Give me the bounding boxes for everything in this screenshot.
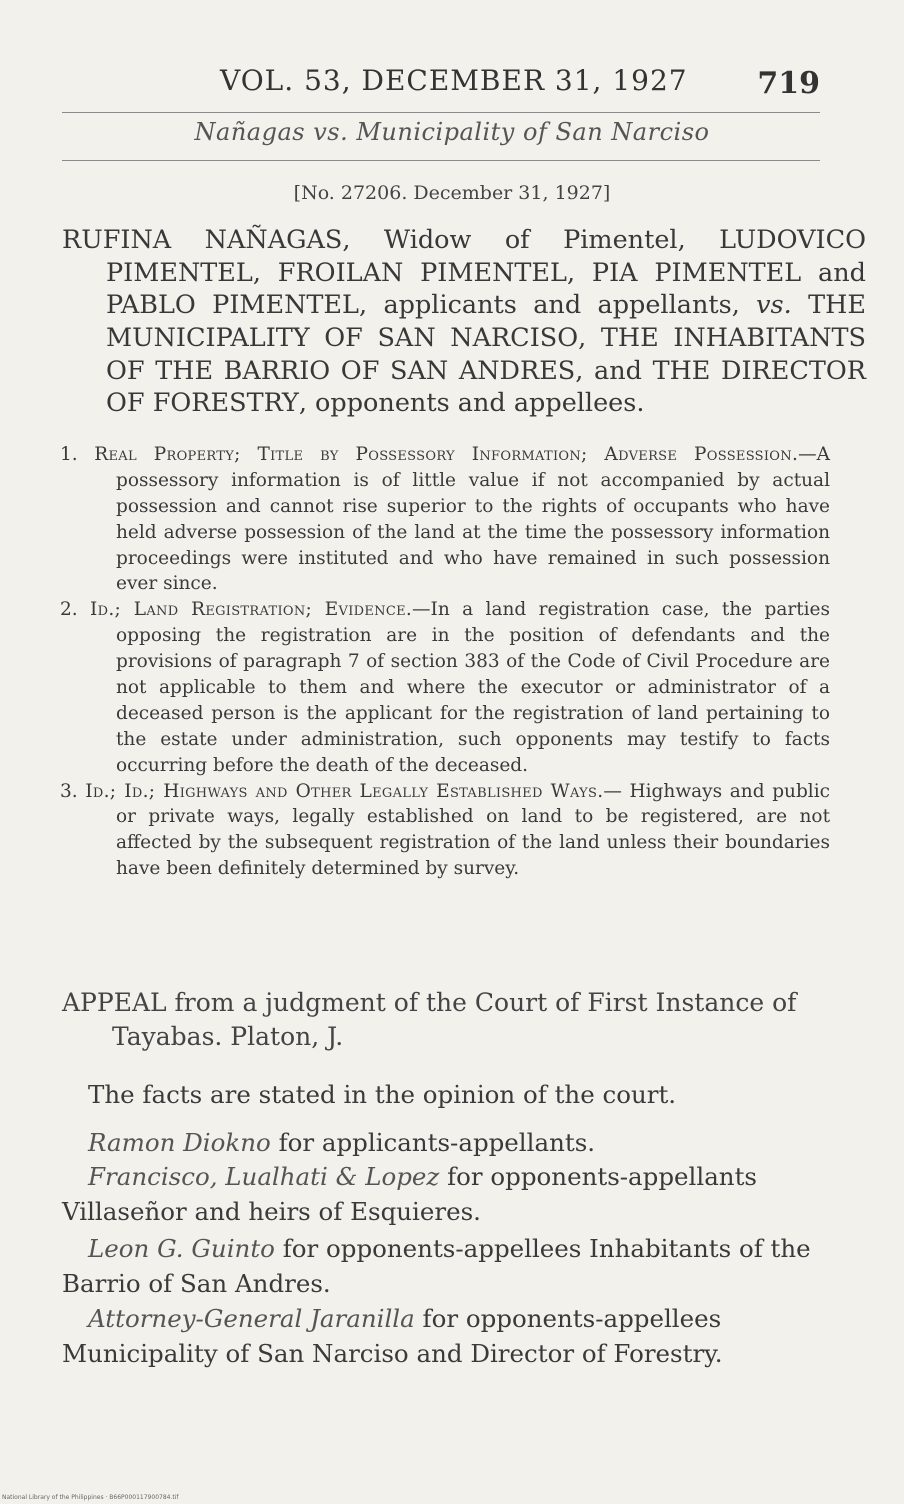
counsel-role: for opponents-appellants Villaseñor and heirs of Esquieres.	[62, 1162, 758, 1226]
counsel-name: Ramon Diokno	[88, 1128, 271, 1157]
scan-footer: National Library of the Philippines · B66P000117900784.tif	[2, 1494, 179, 1501]
header-rule-bottom	[62, 160, 820, 161]
syllabus-text: —In a land registration case, the parties opposing the registration are in the position of defendants and the provisions of paragraph 7 of section 383 of the Code of Civil Procedure are not applicable to them and where the executor or administrator of a deceased person is the applicant for the registration of land pertaining to the estate under administration, such opponents may testify to facts occurring before the death of the deceased.	[116, 599, 830, 776]
syllabus-number: 1.	[60, 444, 95, 465]
counsel-role: for applicants-appellants.	[270, 1128, 596, 1157]
syllabus-text: — Highways and public or private ways, legally established on land to be registered, are not affected by the subsequent registration of the land unless their boundaries have been definitely determined by survey.	[116, 780, 830, 880]
party-name: RUFINA NAÑAGAS	[62, 225, 343, 255]
syllabus-heading: Id.; Land Registration; Evidence.	[90, 599, 413, 621]
counsel-entry	[62, 1160, 828, 1230]
syllabus-heading: Id.; Id.; Highways and Other Legally Established Ways.	[85, 780, 604, 802]
syllabus-item	[60, 597, 830, 778]
party-text: , and	[575, 355, 653, 386]
party-text: ,	[578, 322, 601, 353]
syllabus-number: 3.	[60, 780, 86, 802]
syllabus-heading: Real Property; Title by Possessory Information; Adverse Possession.	[94, 444, 799, 465]
syllabus-text: —A possessory information is of little value if not accompanied by actual possession and cannot rise superior to the rights of occupants who have held adverse possession of the land at the time the possessory information proceedings were instituted and who have remained in such possession ever since.	[116, 444, 830, 595]
syllabus	[60, 442, 830, 882]
counsel-entry	[62, 1302, 828, 1372]
party-text: vs.	[756, 290, 792, 321]
counsel-role: for opponents-appellees Inhabitants of the Barrio of San Andres.	[62, 1234, 811, 1298]
appeal-line: APPEAL from a judgment of the Court of First Instance of Tayabas. Platon, J.	[62, 988, 797, 1051]
party-text	[792, 290, 808, 320]
party-text: and	[801, 257, 866, 288]
counsel-entry	[62, 1126, 828, 1161]
party-text: , opponents and appellees.	[298, 388, 645, 419]
short-title: Nañagas vs. Municipality of San Narciso	[194, 118, 710, 146]
party-name: THE DIRECTOR OF FORESTRY	[106, 355, 866, 419]
party-text: ,	[252, 257, 278, 288]
party-name: THE MUNICIPALITY OF SAN NARCISO	[106, 290, 866, 353]
party-name: PABLO PIMENTEL	[106, 290, 359, 321]
party-text: , Widow of Pimentel,	[342, 225, 720, 255]
party-name: FROILAN PIMENTEL	[277, 257, 567, 288]
page-number: 719	[757, 66, 820, 101]
facts-statement: The facts are stated in the opinion of the court.	[88, 1080, 677, 1109]
counsel-entry	[62, 1232, 828, 1302]
volume-line: VOL. 53, DECEMBER 31, 1927	[220, 64, 688, 97]
party-name: THE INHABITANTS OF THE BARRIO OF SAN ANDRES	[106, 322, 866, 386]
syllabus-number: 2.	[60, 599, 91, 621]
party-text: , applicants and appellants,	[358, 290, 757, 321]
syllabus-item	[60, 779, 830, 883]
party-name: PIA PIMENTEL	[591, 257, 802, 288]
syllabus-item	[60, 442, 830, 597]
header-rule-top	[62, 112, 820, 113]
case-parties	[62, 224, 866, 420]
counsel-name: Attorney-General Jaranilla	[88, 1304, 415, 1333]
counsel-name: Francisco, Lualhati & Lopez	[88, 1162, 440, 1191]
running-header	[60, 60, 820, 110]
counsel-name: Leon G. Guinto	[88, 1234, 275, 1263]
party-name: LUDOVICO PIMENTEL	[106, 225, 866, 288]
counsel-role: for opponents-appellees Municipality of San Narciso and Director of Forestry.	[62, 1304, 723, 1368]
case-number: [No. 27206. December 31, 1927]	[293, 182, 611, 204]
party-text: ,	[566, 257, 592, 288]
